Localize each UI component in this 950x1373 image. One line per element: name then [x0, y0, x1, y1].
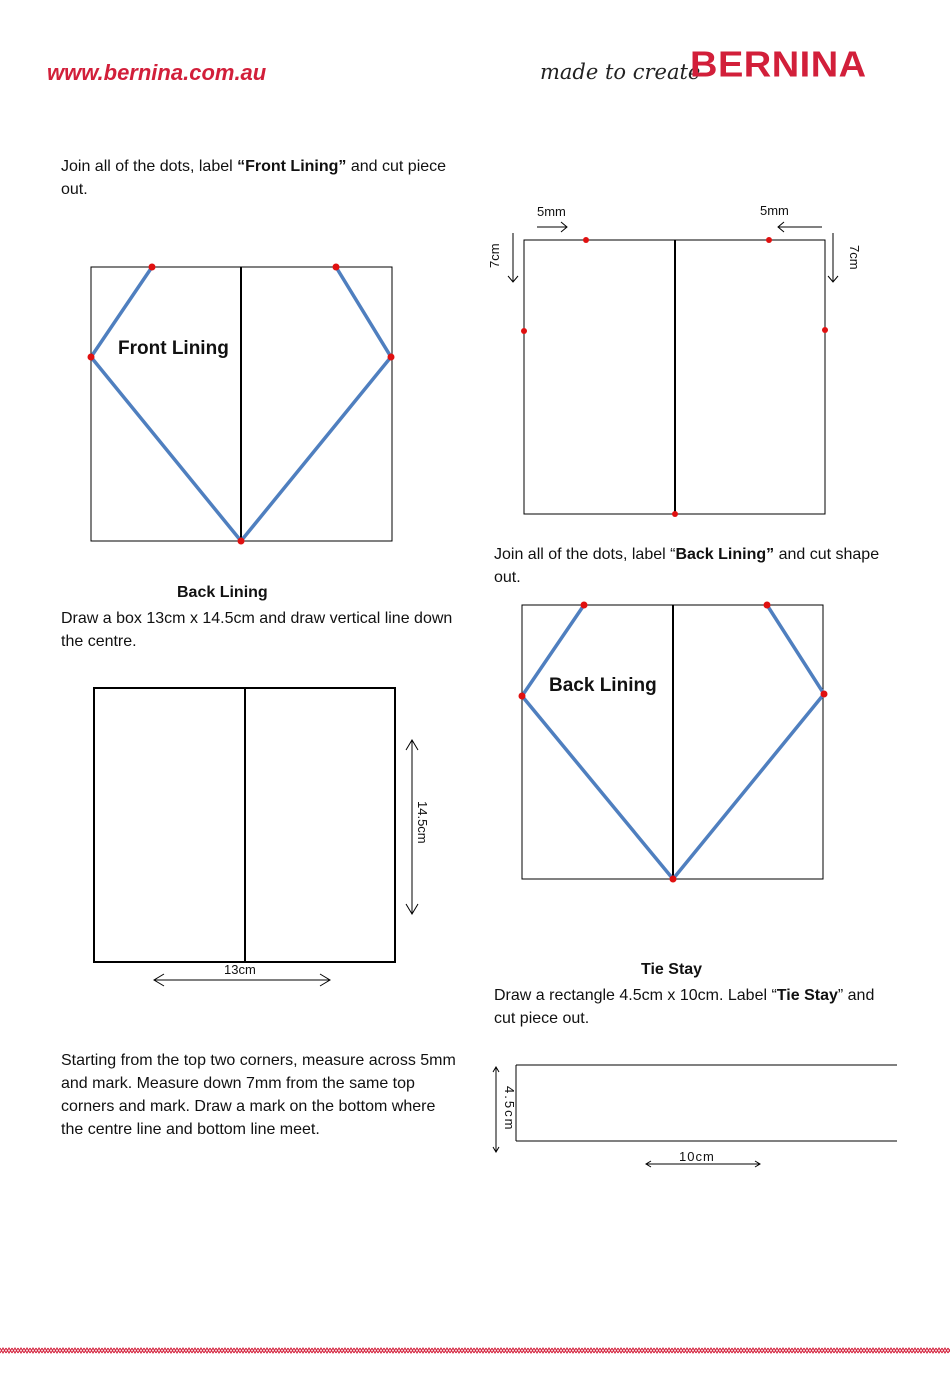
- bernina-logo: BERNINA: [690, 45, 867, 85]
- website-url[interactable]: www.bernina.com.au: [47, 60, 267, 85]
- right-5mm-label: 5mm: [760, 203, 789, 218]
- width-dimension-label: 13cm: [224, 962, 256, 977]
- tie-stay-width-label: 10cm: [679, 1149, 715, 1164]
- front-lining-diagram: [88, 264, 395, 545]
- marking-diagram: [508, 222, 838, 517]
- brand-tagline: made to create: [540, 60, 701, 84]
- tie-stay-instruction: Draw a rectangle 4.5cm x 10cm. Label “Tie Stay” and cut piece out.: [494, 987, 875, 1027]
- left-7cm-label: 7cm: [487, 243, 502, 268]
- front-lining-instruction: Join all of the dots, label “Front Lining” and cut piece out.: [61, 158, 447, 198]
- back-lining-heading: Back Lining: [177, 584, 268, 601]
- tie-stay-height-label: 4.5cm: [502, 1086, 517, 1132]
- marking-instruction: Starting from the top two corners, measure across 5mm and mark. Measure down 7mm from the same top corners and mark. Draw a mark on the bottom where the centre line and bottom line meet.: [61, 1052, 456, 1138]
- back-lining-box-instruction: Draw a box 13cm x 14.5cm and draw vertical line down the centre.: [61, 610, 453, 650]
- front-lining-piece-label: Front Lining: [118, 338, 229, 359]
- left-5mm-label: 5mm: [537, 204, 566, 219]
- back-lining-cut-diagram: [519, 602, 828, 883]
- back-lining-piece-label: Back Lining: [549, 675, 657, 696]
- tie-stay-heading: Tie Stay: [641, 961, 703, 978]
- footer-zigzag-border: [0, 1345, 950, 1357]
- height-dimension-label: 14.5cm: [415, 801, 430, 844]
- back-lining-box-diagram: [94, 688, 418, 986]
- right-7cm-label: 7cm: [847, 245, 862, 270]
- back-lining-cut-instruction: Join all of the dots, label “Back Lining” and cut shape out.: [494, 546, 880, 586]
